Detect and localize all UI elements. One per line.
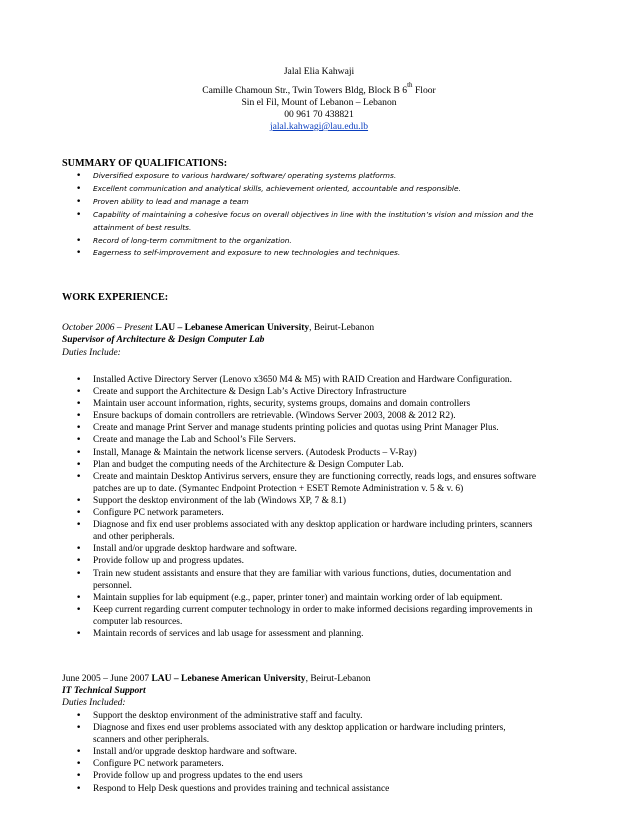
summary-item: • Proven ability to lead and manage a team (62, 196, 562, 209)
summary-list (62, 170, 562, 260)
job-1-duties-label: Duties Include: (62, 348, 121, 358)
summary-item: • Record of long-term commitment to the organization. (62, 235, 562, 248)
job-2-duties-label: Duties Included: (62, 698, 126, 708)
duty-item: • Maintain records of services and lab usage for assessment and planning. (62, 628, 540, 640)
summary-item: • Diversified exposure to various hardware/ software/ operating systems platforms. (62, 170, 562, 183)
job-2-duties-list (62, 710, 540, 795)
job-2-role: IT Technical Support (62, 686, 146, 696)
duty-item: • Maintain user account information, rights, security, systems groups, domains and domain controllers (62, 398, 540, 410)
address-line-2: Sin el Fil, Mount of Lebanon – Lebanon (241, 97, 397, 108)
phone-number: 00 961 70 438821 (284, 109, 354, 120)
duty-item: • Train new student assistants and ensure that they are familiar with various functions, duties, documentation and personnel. (62, 568, 540, 592)
job-2-dates: June 2005 – June 2007 (62, 674, 150, 684)
job-1-dates: October 2006 – Present (62, 323, 153, 333)
job-1-location: , Beirut-Lebanon (309, 323, 375, 333)
duty-item: • Diagnose and fix end user problems associated with any desktop application or hardware including printers, scanners and other peripherals. (62, 519, 540, 543)
duty-item: • Installed Active Directory Server (Lenovo x3650 M4 & M5) with RAID Creation and Hardware Configuration. (62, 374, 540, 386)
candidate-name: Jalal Elia Kahwaji (283, 66, 355, 77)
email-link[interactable]: jalal.kahwagi@lau.edu.lb (269, 121, 369, 132)
summary-item: • Capability of maintaining a cohesive focus on overall objectives in line with the institution’s vision and mission and the attainment of best results. (62, 209, 562, 235)
duty-item: • Create and maintain Desktop Antivirus servers, ensure they are functioning correctly, reads logs, and ensures software patches are up to date. (Symantec Endpoint Protection + ESET Remote Administration v. 5 & v. 6) (62, 471, 540, 495)
duty-item: • Create and manage the Lab and School’s File Servers. (62, 434, 540, 446)
duty-item: • Configure PC network parameters. (62, 758, 540, 770)
job-1-header (62, 322, 374, 334)
job-1-duties-list (62, 374, 540, 640)
job-2-employer: LAU – Lebanese American University (151, 674, 306, 684)
address-superscript: th (407, 81, 413, 89)
duty-item: • Create and manage Print Server and manage students printing policies and quotas using Print Manager Plus. (62, 422, 540, 434)
duty-item: • Diagnose and fixes end user problems associated with any desktop application or hardware including printers, scanners and other peripherals. (62, 722, 540, 746)
duty-item: • Provide follow up and progress updates. (62, 555, 540, 567)
duty-item: • Create and support the Architecture & Design Lab’s Active Directory Infrastructure (62, 386, 540, 398)
duty-item: • Install and/or upgrade desktop hardware and software. (62, 746, 540, 758)
summary-item: • Excellent communication and analytical skills, achievement oriented, accountable and responsible. (62, 183, 562, 196)
duty-item: • Install and/or upgrade desktop hardware and software. (62, 543, 540, 555)
duty-item: • Support the desktop environment of the administrative staff and faculty. (62, 710, 540, 722)
duty-item: • Configure PC network parameters. (62, 507, 540, 519)
address-suffix: Floor (412, 85, 436, 96)
duty-item: • Keep current regarding current computer technology in order to make informed decisions regarding improvements in computer lab resources. (62, 604, 540, 628)
address-text: Camille Chamoun Str., Twin Towers Bldg, Block B 6 (202, 85, 408, 96)
job-1-role: Supervisor of Architecture & Design Computer Lab (62, 335, 265, 345)
duty-item: • Install, Manage & Maintain the network license servers. (Autodesk Products – V-Ray) (62, 447, 540, 459)
duty-item: • Maintain supplies for lab equipment (e.g., paper, printer toner) and maintain working order of lab equipment. (62, 592, 540, 604)
summary-item: • Eagerness to self-improvement and exposure to new technologies and techniques. (62, 247, 562, 260)
job-2-location: , Beirut-Lebanon (305, 674, 371, 684)
job-1-employer: LAU – Lebanese American University (155, 323, 310, 333)
work-heading: WORK EXPERIENCE: (62, 292, 169, 303)
job-2-header (62, 673, 370, 685)
address-line-1 (0, 81, 638, 97)
duty-item: • Support the desktop environment of the lab (Windows XP, 7 & 8.1) (62, 495, 540, 507)
duty-item: • Respond to Help Desk questions and provides training and technical assistance (62, 783, 540, 795)
summary-heading: SUMMARY OF QUALIFICATIONS: (62, 158, 228, 169)
duty-item: • Provide follow up and progress updates to the end users (62, 770, 540, 782)
duty-item: • Ensure backups of domain controllers are retrievable. (Windows Server 2003, 2008 & 2012 R2). (62, 410, 540, 422)
duty-item: • Plan and budget the computing needs of the Architecture & Design Computer Lab. (62, 459, 540, 471)
contact-header (0, 66, 638, 133)
